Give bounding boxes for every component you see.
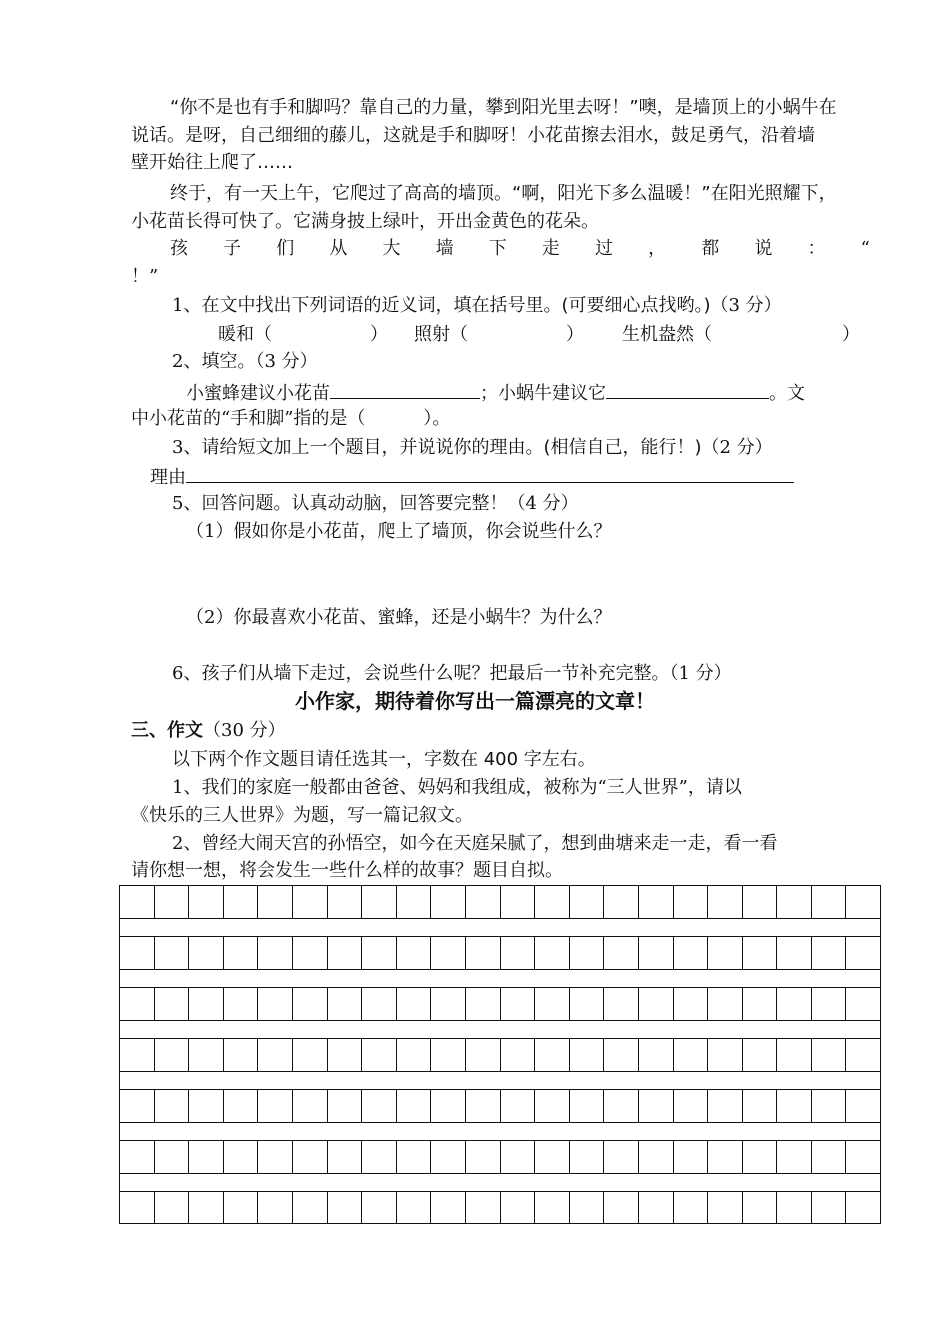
grid-cell[interactable]	[120, 1141, 155, 1173]
grid-cell[interactable]	[120, 886, 155, 918]
story-p3-char: 说	[754, 238, 773, 259]
grid-cell[interactable]	[362, 988, 397, 1020]
grid-cell[interactable]	[397, 1039, 432, 1071]
grid-cell[interactable]	[812, 1039, 847, 1071]
grid-cell[interactable]	[501, 1090, 536, 1122]
grid-cell[interactable]	[743, 1141, 778, 1173]
essay-banner: 小作家，期待着你写出一篇漂亮的文章！	[295, 689, 655, 713]
grid-cell[interactable]	[604, 988, 639, 1020]
story-p3-char: 孩	[170, 238, 188, 259]
grid-cell[interactable]	[846, 1192, 881, 1223]
grid-cell[interactable]	[535, 886, 570, 918]
grid-cell[interactable]	[535, 1090, 570, 1122]
grid-cell[interactable]	[674, 988, 709, 1020]
grid-cell[interactable]	[708, 988, 743, 1020]
grid-cell[interactable]	[189, 988, 224, 1020]
grid-cell[interactable]	[397, 1192, 432, 1223]
grid-cell[interactable]	[258, 1141, 293, 1173]
grid-cell[interactable]	[431, 1039, 466, 1071]
story-p3-char: 子	[223, 238, 242, 259]
q3-hint: (相信自己，能行！)	[543, 437, 702, 458]
grid-cell[interactable]	[328, 1192, 363, 1223]
grid-cell[interactable]	[604, 1090, 639, 1122]
grid-cell[interactable]	[189, 1141, 224, 1173]
q2-part-c: 。文	[769, 383, 805, 404]
grid-cell[interactable]	[431, 886, 466, 918]
grid-cell[interactable]	[674, 1141, 709, 1173]
q2-blank-1[interactable]	[330, 380, 480, 399]
grid-cell[interactable]	[639, 937, 674, 969]
grid-cell[interactable]	[743, 937, 778, 969]
grid-cell[interactable]	[639, 1039, 674, 1071]
question-6: 6、孩子们从墙下走过，会说些什么呢？把最后一节补充完整。（1 分）	[172, 663, 732, 684]
grid-cell[interactable]	[328, 937, 363, 969]
grid-row[interactable]	[119, 1089, 881, 1122]
grid-cell[interactable]	[812, 988, 847, 1020]
grid-cell[interactable]	[189, 1192, 224, 1223]
q1-close-3[interactable]: ）	[842, 324, 860, 345]
story-p2-line2: 小花苗长得可快了。它满身披上绿叶，开出金黄色的花朵。	[131, 211, 599, 232]
grid-cell[interactable]	[155, 1141, 190, 1173]
grid-row[interactable]	[119, 1140, 881, 1173]
grid-cell[interactable]	[120, 937, 155, 969]
essay-topic-1-line2: 《快乐的三人世界》为题，写一篇记叙文。	[131, 805, 473, 826]
grid-cell[interactable]	[743, 988, 778, 1020]
q1-word-2: 照射（	[414, 324, 468, 345]
grid-cell[interactable]	[501, 1141, 536, 1173]
question-3	[172, 436, 773, 460]
grid-cell[interactable]	[258, 937, 293, 969]
grid-row[interactable]	[119, 936, 881, 969]
question-5-title: 5、回答问题。认真动动脑，回答要完整！（4 分）	[172, 493, 579, 514]
grid-cell[interactable]	[293, 988, 328, 1020]
essay-heading	[131, 719, 286, 743]
grid-cell[interactable]	[466, 886, 501, 918]
q1-word-1: 暖和（	[218, 324, 272, 345]
grid-cell[interactable]	[397, 1141, 432, 1173]
grid-cell[interactable]	[674, 886, 709, 918]
story-p1-line3: 壁开始往上爬了……	[131, 152, 293, 173]
grid-cell[interactable]	[570, 1090, 605, 1122]
grid-cell[interactable]	[501, 1192, 536, 1223]
grid-cell[interactable]	[570, 1192, 605, 1223]
grid-cell[interactable]	[708, 1039, 743, 1071]
grid-cell[interactable]	[535, 1039, 570, 1071]
grid-cell[interactable]	[604, 937, 639, 969]
grid-cell[interactable]	[328, 988, 363, 1020]
grid-cell[interactable]	[293, 1192, 328, 1223]
grid-cell[interactable]	[362, 1192, 397, 1223]
grid-cell[interactable]	[155, 988, 190, 1020]
grid-cell[interactable]	[674, 1039, 709, 1071]
grid-cell[interactable]	[224, 1192, 259, 1223]
q2-part-d: 中小花苗的“手和脚”指的是（	[131, 408, 366, 429]
grid-row[interactable]	[119, 1191, 881, 1224]
grid-cell[interactable]	[431, 988, 466, 1020]
story-p3-char: ，	[648, 238, 667, 259]
grid-cell[interactable]	[397, 988, 432, 1020]
story-p3-char: 大	[382, 238, 401, 259]
grid-cell[interactable]	[189, 1090, 224, 1122]
grid-cell[interactable]	[189, 937, 224, 969]
essay-topic-1-line1: 1、我们的家庭一般都由爸爸、妈妈和我组成，被称为“三人世界”，请以	[172, 777, 742, 798]
grid-cell[interactable]	[224, 988, 259, 1020]
grid-cell[interactable]	[258, 988, 293, 1020]
story-p3-char: 走	[541, 238, 560, 259]
grid-cell[interactable]	[777, 1141, 812, 1173]
grid-cell[interactable]	[224, 1090, 259, 1122]
grid-cell[interactable]	[293, 886, 328, 918]
grid-cell[interactable]	[846, 1039, 881, 1071]
grid-cell[interactable]	[743, 1192, 778, 1223]
grid-row-gap	[119, 918, 881, 936]
grid-cell[interactable]	[570, 937, 605, 969]
grid-cell[interactable]	[155, 937, 190, 969]
grid-cell[interactable]	[293, 1141, 328, 1173]
grid-cell[interactable]	[812, 886, 847, 918]
story-p1-line1: “你不是也有手和脚吗？靠自己的力量，攀到阳光里去呀！”噢，是墙顶上的小蜗牛在	[170, 97, 837, 118]
grid-cell[interactable]	[501, 1039, 536, 1071]
story-p3-char: 墙	[435, 238, 454, 259]
story-p3-char: 都	[701, 238, 720, 259]
question-2-line1	[186, 380, 805, 406]
grid-cell[interactable]	[674, 937, 709, 969]
grid-cell[interactable]	[639, 1192, 674, 1223]
grid-cell[interactable]	[604, 1192, 639, 1223]
grid-cell[interactable]	[570, 1039, 605, 1071]
grid-cell[interactable]	[258, 886, 293, 918]
q1-text: 1、在文中找出下列词语的近义词，填在括号里。	[172, 295, 562, 316]
q2-part-a: 小蜜蜂建议小花苗	[186, 383, 330, 404]
essay-topic-2-line1: 2、曾经大闹天宫的孙悟空，如今在天庭呆腻了，想到曲塘来走一走，看一看	[172, 833, 778, 854]
grid-cell[interactable]	[466, 1090, 501, 1122]
grid-cell[interactable]	[224, 937, 259, 969]
story-p3-char: “	[860, 238, 870, 259]
grid-cell[interactable]	[328, 1090, 363, 1122]
grid-cell[interactable]	[535, 1192, 570, 1223]
grid-cell[interactable]	[777, 937, 812, 969]
grid-cell[interactable]	[604, 886, 639, 918]
grid-row[interactable]	[119, 987, 881, 1020]
question-5-2: （2）你最喜欢小花苗、蜜蜂，还是小蜗牛？为什么？	[186, 607, 612, 628]
grid-cell[interactable]	[570, 886, 605, 918]
grid-cell[interactable]	[293, 937, 328, 969]
grid-cell[interactable]	[535, 937, 570, 969]
story-p3-char: 们	[276, 238, 295, 259]
grid-cell[interactable]	[639, 1090, 674, 1122]
grid-cell[interactable]	[466, 937, 501, 969]
story-p3-char: ：	[807, 238, 826, 259]
q1-hint: (可要细心点找哟。)	[561, 295, 711, 316]
grid-cell[interactable]	[570, 988, 605, 1020]
grid-cell[interactable]	[258, 1039, 293, 1071]
grid-cell[interactable]	[120, 1090, 155, 1122]
grid-cell[interactable]	[674, 1192, 709, 1223]
grid-cell[interactable]	[155, 1039, 190, 1071]
q2-blank-2[interactable]	[606, 380, 769, 399]
grid-cell[interactable]	[466, 988, 501, 1020]
grid-cell[interactable]	[362, 1090, 397, 1122]
grid-cell[interactable]	[189, 1039, 224, 1071]
grid-cell[interactable]	[224, 886, 259, 918]
grid-cell[interactable]	[466, 1141, 501, 1173]
grid-cell[interactable]	[846, 1090, 881, 1122]
q2-part-b: ；小蜗牛建议它	[480, 383, 606, 404]
essay-section-title: 三、作文	[131, 720, 203, 741]
grid-cell[interactable]	[708, 1192, 743, 1223]
grid-cell[interactable]	[846, 988, 881, 1020]
essay-intro: 以下两个作文题目请任选其一，字数在 400 字左右。	[172, 749, 596, 770]
grid-cell[interactable]	[743, 1090, 778, 1122]
grid-cell[interactable]	[224, 1039, 259, 1071]
grid-cell[interactable]	[535, 1141, 570, 1173]
q3-reason-line	[150, 464, 794, 490]
grid-cell[interactable]	[846, 1141, 881, 1173]
grid-cell[interactable]	[362, 1039, 397, 1071]
grid-cell[interactable]	[120, 1192, 155, 1223]
q3-score: （2 分）	[701, 437, 773, 458]
grid-cell[interactable]	[639, 1141, 674, 1173]
grid-cell[interactable]	[639, 988, 674, 1020]
question-2-line2	[131, 407, 450, 431]
grid-cell[interactable]	[362, 937, 397, 969]
q3-reason-blank[interactable]	[186, 464, 794, 483]
grid-cell[interactable]	[604, 1141, 639, 1173]
grid-cell[interactable]	[604, 1039, 639, 1071]
grid-cell[interactable]	[362, 1141, 397, 1173]
grid-cell[interactable]	[258, 1090, 293, 1122]
essay-writing-grid[interactable]	[119, 885, 881, 1224]
q2-part-e: ）。	[423, 408, 451, 429]
grid-cell[interactable]	[846, 937, 881, 969]
grid-cell[interactable]	[328, 886, 363, 918]
grid-cell[interactable]	[466, 1039, 501, 1071]
grid-cell[interactable]	[328, 1039, 363, 1071]
grid-cell[interactable]	[743, 1039, 778, 1071]
grid-cell[interactable]	[431, 1090, 466, 1122]
q1-word-3: 生机盎然（	[622, 324, 712, 345]
grid-cell[interactable]	[777, 1039, 812, 1071]
grid-row[interactable]	[119, 1038, 881, 1071]
grid-row[interactable]	[119, 885, 881, 918]
q1-score: （3 分）	[710, 295, 782, 316]
grid-cell[interactable]	[708, 886, 743, 918]
story-p3-char: 过	[595, 238, 613, 259]
grid-cell[interactable]	[639, 886, 674, 918]
q1-close-2[interactable]: ）	[566, 324, 584, 345]
grid-cell[interactable]	[501, 988, 536, 1020]
grid-row-gap	[119, 1020, 881, 1038]
q3-reason-label: 理由	[150, 467, 186, 488]
q1-close-1[interactable]: ）	[370, 324, 388, 345]
question-2-title: 2、填空。（3 分）	[172, 351, 318, 372]
essay-score: （30 分）	[203, 720, 286, 741]
story-p3-line1	[170, 237, 870, 261]
grid-row-gap	[119, 1122, 881, 1140]
grid-cell[interactable]	[708, 1141, 743, 1173]
question-1	[172, 294, 782, 318]
grid-cell[interactable]	[777, 886, 812, 918]
grid-cell[interactable]	[708, 1090, 743, 1122]
grid-row-gap	[119, 969, 881, 987]
grid-cell[interactable]	[812, 1090, 847, 1122]
grid-cell[interactable]	[258, 1192, 293, 1223]
grid-cell[interactable]	[397, 1090, 432, 1122]
grid-cell[interactable]	[777, 1192, 812, 1223]
grid-cell[interactable]	[846, 886, 881, 918]
story-p3-line2: ！”	[131, 266, 159, 287]
grid-cell[interactable]	[120, 988, 155, 1020]
grid-cell[interactable]	[224, 1141, 259, 1173]
grid-cell[interactable]	[155, 1192, 190, 1223]
grid-cell[interactable]	[397, 937, 432, 969]
grid-cell[interactable]	[328, 1141, 363, 1173]
grid-cell[interactable]	[674, 1090, 709, 1122]
grid-cell[interactable]	[431, 1141, 466, 1173]
grid-row-gap	[119, 1071, 881, 1089]
grid-cell[interactable]	[293, 1039, 328, 1071]
grid-cell[interactable]	[535, 988, 570, 1020]
grid-cell[interactable]	[397, 886, 432, 918]
grid-cell[interactable]	[812, 1141, 847, 1173]
grid-row-gap	[119, 1173, 881, 1191]
story-p1-line2: 说话。是呀，自己细细的藤儿，这就是手和脚呀！小花苗擦去泪水，鼓足勇气，沿着墙	[131, 125, 815, 146]
grid-cell[interactable]	[812, 937, 847, 969]
story-p3-char: 从	[329, 238, 348, 259]
grid-cell[interactable]	[120, 1039, 155, 1071]
essay-topic-2-line2: 请你想一想，将会发生一些什么样的故事？题目自拟。	[131, 860, 563, 881]
grid-cell[interactable]	[743, 886, 778, 918]
grid-cell[interactable]	[431, 937, 466, 969]
grid-cell[interactable]	[431, 1192, 466, 1223]
grid-cell[interactable]	[501, 886, 536, 918]
story-p3-char: 下	[488, 238, 507, 259]
grid-cell[interactable]	[362, 886, 397, 918]
grid-cell[interactable]	[189, 886, 224, 918]
grid-cell[interactable]	[708, 937, 743, 969]
story-p2-line1: 终于，有一天上午，它爬过了高高的墙顶。“啊，阳光下多么温暖！”在阳光照耀下，	[170, 183, 837, 204]
grid-cell[interactable]	[155, 1090, 190, 1122]
grid-cell[interactable]	[155, 886, 190, 918]
grid-cell[interactable]	[501, 937, 536, 969]
grid-cell[interactable]	[777, 988, 812, 1020]
grid-cell[interactable]	[293, 1090, 328, 1122]
grid-cell[interactable]	[466, 1192, 501, 1223]
grid-cell[interactable]	[777, 1090, 812, 1122]
grid-cell[interactable]	[812, 1192, 847, 1223]
question-5-1: （1）假如你是小花苗，爬上了墙顶，你会说些什么？	[186, 521, 612, 542]
q3-text: 3、请给短文加上一个题目，并说说你的理由。	[172, 437, 544, 458]
grid-cell[interactable]	[570, 1141, 605, 1173]
